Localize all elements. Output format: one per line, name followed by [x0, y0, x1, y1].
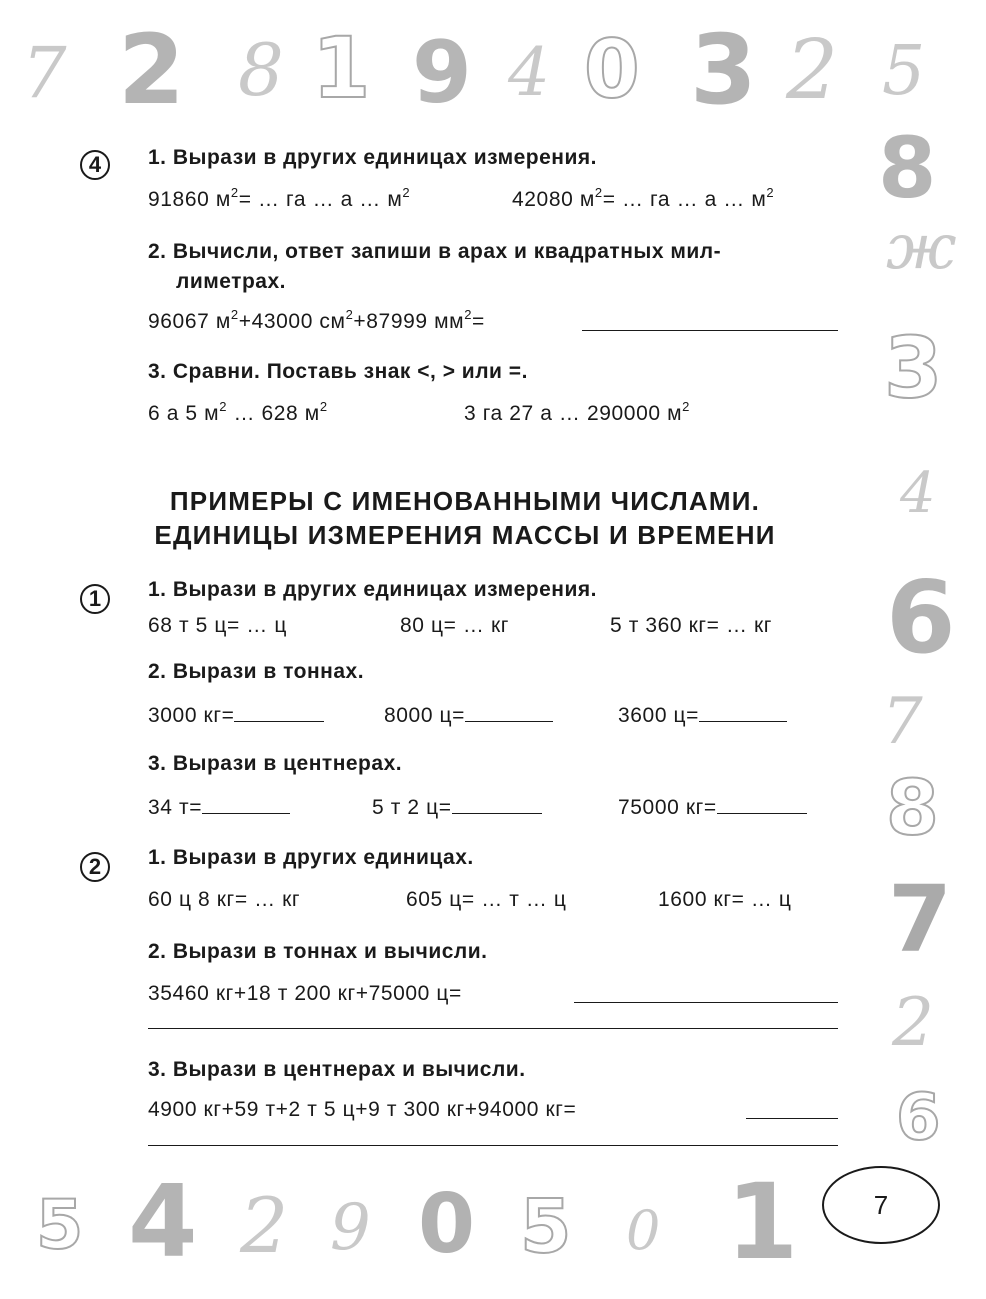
decorative-digit: 5 [520, 1184, 572, 1270]
exercise4-task1-item: 91860 $м^2=$ … га … а … $м^2$ [148, 185, 411, 211]
answer-line[interactable] [148, 1028, 838, 1029]
decorative-digit: 7 [888, 866, 953, 973]
exercise4-task2-line2: лиметрах. [176, 270, 286, 293]
exercise2-task1-items [148, 888, 848, 914]
exercise4-task3-items [148, 399, 848, 428]
exercise1-task3-item: 5 т 2 ц= [372, 795, 542, 820]
answer-line[interactable] [717, 795, 807, 814]
exercise1-task1: 1. Вырази в других единицах измерения. [148, 578, 597, 601]
exercise2-task3-expression: 4900 кг+59 т+2 т 5 ц+9 т 300 кг+94000 кг= [148, 1098, 577, 1121]
exercise1-task3-item: 34 т= [148, 795, 290, 820]
decorative-digit: 1 [726, 1161, 799, 1283]
exercise1-task2: 2. Вырази в тоннах. [148, 660, 365, 683]
exercise2-task1: 1. Вырази в других единицах. [148, 846, 474, 869]
exercise1-task2-items [148, 703, 848, 729]
decorative-digit: 3 [884, 319, 943, 417]
answer-line[interactable] [582, 312, 838, 331]
decorative-digit: 8 [238, 28, 284, 112]
answer-line[interactable] [574, 984, 838, 1003]
decorative-digit: 7 [882, 685, 923, 759]
exercise2-task2: 2. Вырази в тоннах и вычисли. [148, 940, 488, 963]
decorative-digit: 0 [626, 1199, 661, 1262]
decorative-digit: 5 [36, 1186, 84, 1265]
decorative-digit: 6 [896, 1081, 941, 1155]
exercise1-task2-item: 3600 ц= [618, 703, 787, 728]
decorative-digit: 2 [786, 23, 839, 118]
page-number: 7 [822, 1166, 940, 1244]
exercise-number-4: 4 [80, 150, 110, 180]
answer-line[interactable] [452, 795, 542, 814]
decorative-digit: 9 [330, 1191, 371, 1265]
decorative-digit: 8 [886, 763, 939, 852]
exercise2-task1-item: 605 ц= … т … ц [406, 888, 567, 911]
exercise4-task3-item: 6 а 5 $м^2$ … 628 $м^2$ [148, 399, 328, 425]
exercise1-task3-items [148, 795, 848, 821]
decorative-digit: 2 [118, 14, 185, 126]
decorative-digit: 4 [508, 34, 550, 111]
decorative-digit: 9 [412, 23, 472, 123]
exercise1-task1-items [148, 614, 848, 640]
decorative-digit: 2 [240, 1181, 289, 1270]
decorative-digit: 7 [22, 32, 67, 114]
exercise4-task1: 1. Вырази в других единицах измерения. [148, 146, 597, 169]
exercise2-task1-item: 60 ц 8 кг= … кг [148, 888, 301, 911]
answer-line[interactable] [699, 703, 787, 722]
exercise-number-2: 2 [80, 852, 110, 882]
decorative-digit: 0 [584, 23, 640, 116]
exercise1-task1-item: 5 т 360 кг= … кг [610, 614, 773, 637]
decorative-digit: 1 [312, 19, 371, 117]
answer-line[interactable] [148, 1145, 838, 1146]
decorative-digit: 4 [900, 461, 936, 526]
exercise1-task1-item: 80 ц= … кг [400, 614, 510, 637]
exercise4-task2-line1: 2. Вычисли, ответ запиши в арах и квадратных мил- [148, 240, 722, 263]
decorative-digit: 8 [878, 119, 937, 217]
exercise4-task3-item: 3 га 27 а … 290000 $м^2$ [464, 399, 690, 425]
exercise1-task3: 3. Вырази в центнерах. [148, 752, 403, 775]
exercise1-task1-item: 68 т 5 ц= … ц [148, 614, 287, 637]
decorative-digit: 0 [418, 1177, 476, 1272]
decorative-digit: 6 [886, 559, 956, 676]
answer-line[interactable] [746, 1100, 838, 1119]
exercise1-task2-item: 8000 ц= [384, 703, 553, 728]
decorative-digit: 2 [892, 984, 934, 1061]
exercise4-task3: 3. Сравни. Поставь знак <, > или =. [148, 360, 528, 383]
decorative-digit: 5 [882, 32, 926, 111]
section-heading-line1: ПРИМЕРЫ С ИМЕНОВАННЫМИ ЧИСЛАМИ. [169, 486, 761, 516]
section-heading-line2: ЕДИНИЦЫ ИЗМЕРЕНИЯ МАССЫ И ВРЕМЕНИ [154, 520, 776, 550]
exercise1-task3-item: 75000 кг= [618, 795, 807, 820]
exercise-number-1: 1 [80, 584, 110, 614]
decorative-digit: ж [886, 210, 957, 283]
answer-line[interactable] [202, 795, 290, 814]
answer-line[interactable] [465, 703, 553, 722]
exercise1-task2-item: 3000 кг= [148, 703, 324, 728]
exercise2-task2-expression: 35460 кг+18 т 200 кг+75000 ц= [148, 982, 462, 1005]
decorative-digit: 4 [128, 1163, 198, 1280]
exercise4-task2-expression: 96067 $м^2+43000$ $см^2+87999$ $мм^2=$ [148, 307, 485, 333]
answer-line[interactable] [234, 703, 324, 722]
decorative-digit: 3 [690, 14, 757, 126]
exercise2-task3: 3. Вырази в центнерах и вычисли. [148, 1058, 526, 1081]
exercise4-task1-items [148, 185, 848, 214]
exercise4-task1-item: 42080 $м^2=$ … га … а … $м^2$ [512, 185, 775, 211]
exercise2-task1-item: 1600 кг= … ц [658, 888, 792, 911]
